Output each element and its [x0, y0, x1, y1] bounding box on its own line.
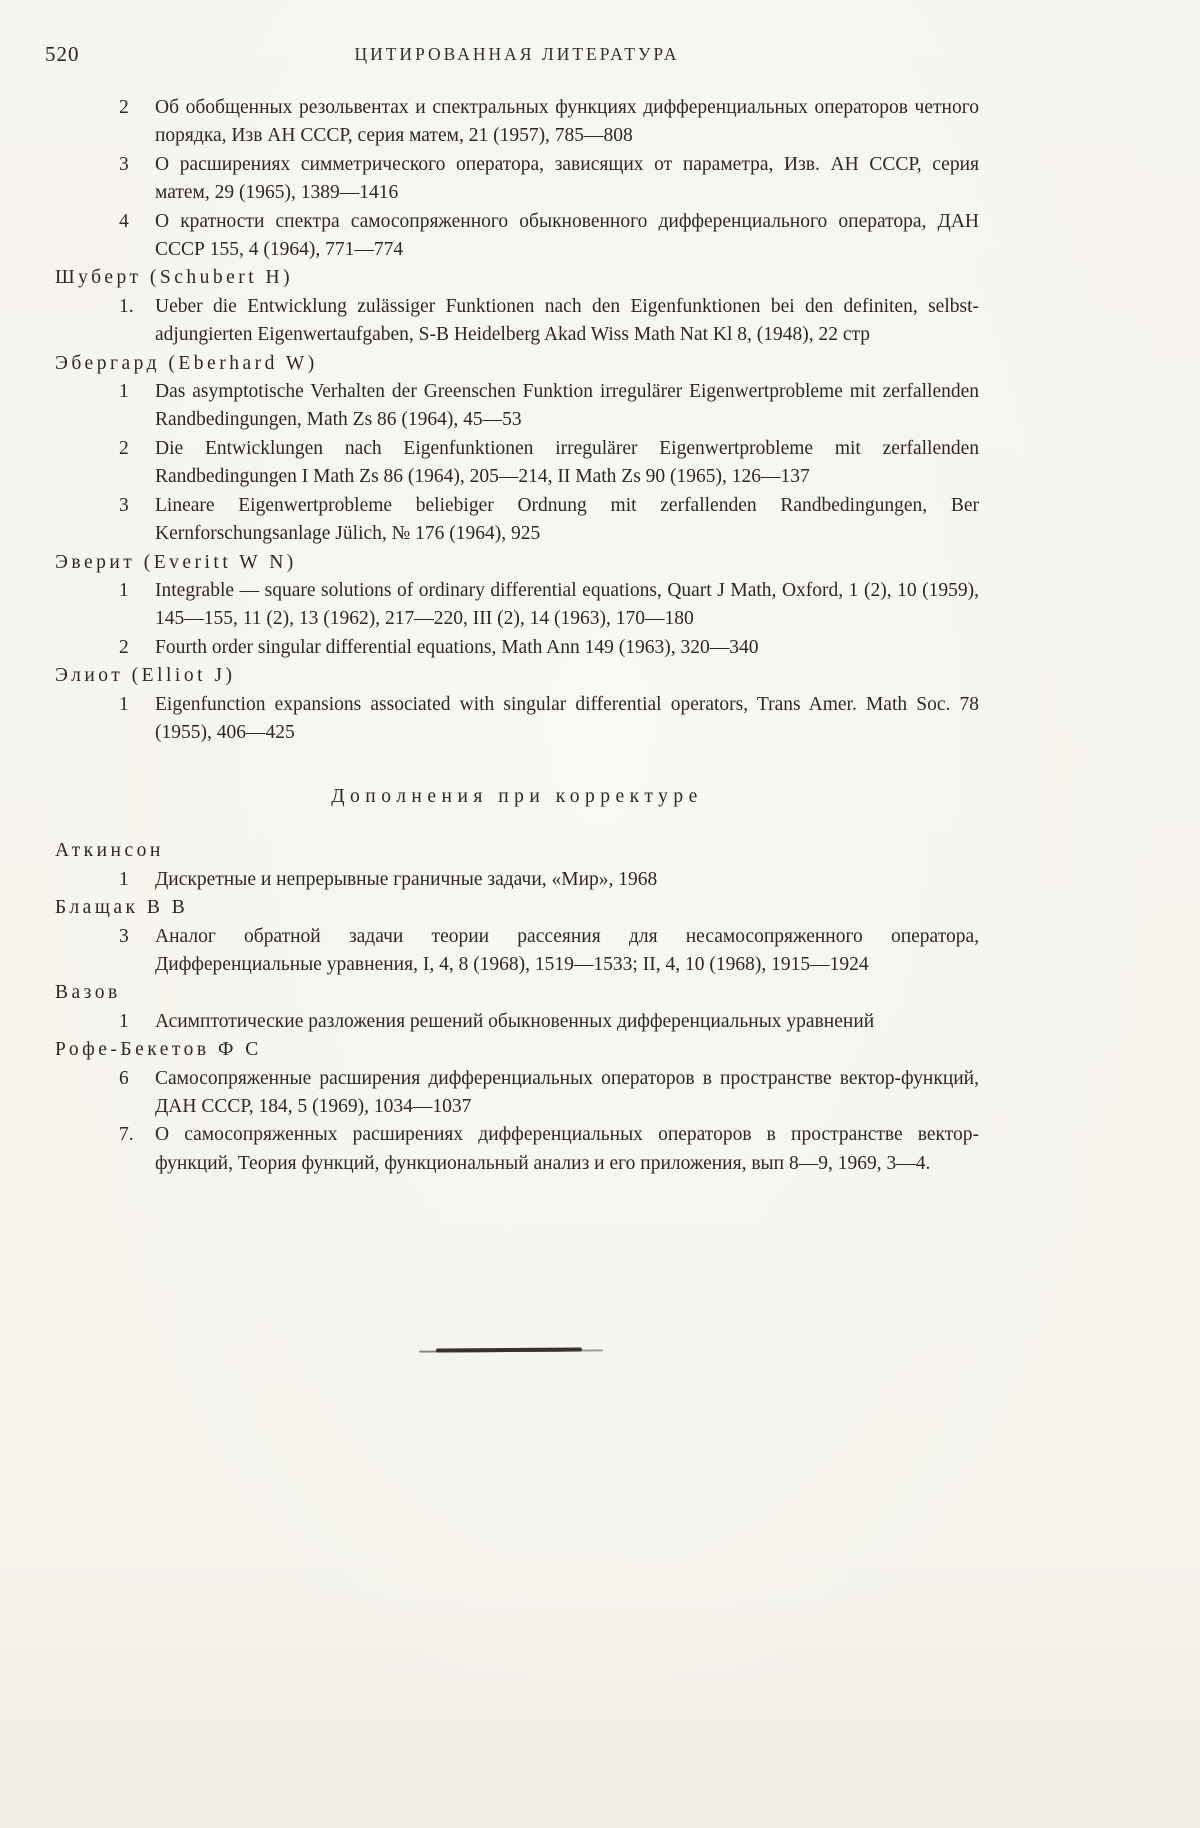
entry-text: Fourth order singular differential equations, Math Ann 149 (1963), 320—340	[155, 636, 759, 658]
author-heading: Шуберт (Schubert H)	[55, 267, 294, 289]
bib-entry	[55, 435, 979, 492]
bib-entry	[55, 634, 979, 662]
bib-entry	[55, 94, 979, 151]
section-heading: Дополнения при корректуре	[331, 786, 703, 808]
entry-number: 1	[119, 1010, 129, 1032]
author-heading: Блащак В В	[55, 897, 189, 919]
entry-text: О кратности спектра самосопряженного обыкновенного дифференциального оператора, ДАН СССР 155, 4 (1964), 771—774	[155, 210, 979, 261]
bib-entry	[55, 151, 979, 208]
author-heading: Рофе-Бекетов Ф С	[55, 1039, 262, 1061]
entry-text: Ueber die Entwicklung zulässiger Funktionen nach den Eigenfunktionen bei den definiten, selbst-adjungierten Eigenwertaufgaben, S-B Heidelberg Akad Wiss Math Nat Kl 8, (1948), 22 стр	[155, 295, 979, 346]
bib-entry	[55, 1008, 979, 1036]
entry-number: 1	[119, 579, 129, 601]
bib-entry	[55, 1065, 979, 1122]
entry-text: Eigenfunction expansions associated with singular differential operators, Trans Amer. Math Soc. 78 (1955), 406—425	[155, 693, 979, 743]
entry-number: 1.	[119, 295, 134, 317]
entry-number: 2	[119, 437, 129, 459]
entry-text: О самосопряженных расширениях дифференциальных операторов в пространстве вектор-функций, Теория функций, функциональный анализ и его приложения, вып 8—9, 1969, 3—4.	[155, 1124, 979, 1174]
bib-entry	[55, 923, 979, 980]
bib-entry	[55, 691, 979, 748]
bib-entry	[55, 1121, 979, 1178]
bib-entry	[55, 577, 979, 634]
entry-text: О расширениях симметрического оператора, зависящих от параметра, Изв. АН СССР, серия матем, 29 (1965), 1389—1416	[155, 153, 979, 204]
entry-text: Об обобщенных резольвентах и спектральных функциях дифференциальных операторов четного порядка, Изв АН СССР, серия матем, 21 (1957), 785—808	[155, 97, 979, 147]
entry-text: Die Entwicklungen nach Eigenfunktionen irregulärer Eigenwertprobleme mit zerfallenden Randbedingungen I Math Zs 86 (1964), 205—214, II Math Zs 90 (1965), 126—137	[155, 437, 979, 488]
author-heading: Аткинсон	[55, 840, 164, 862]
entry-text: Integrable — square solutions of ordinary differential equations, Quart J Math, Oxford, 1 (2), 10 (1959), 145—155, 11 (2), 13 (1962), 217—220, III (2), 14 (1963), 170—180	[155, 579, 979, 630]
bib-entry	[55, 866, 979, 894]
entry-number: 3	[119, 153, 129, 175]
entry-text: Дискретные и непрерывные граничные задачи, «Мир», 1968	[155, 868, 658, 890]
entry-number: 1	[119, 381, 129, 403]
author-heading: Вазов	[55, 982, 121, 1004]
page-header	[45, 40, 979, 72]
entry-number: 3	[119, 494, 129, 516]
entry-number: 4	[119, 210, 129, 232]
author-heading: Эбергард (Eberhard W)	[55, 352, 318, 374]
entry-text: Lineare Eigenwertprobleme beliebiger Ordnung mit zerfallenden Randbedingungen, Ber Kernforschungsanlage Jülich, № 176 (1964), 925	[155, 494, 979, 545]
entry-text: Самосопряженные расширения дифференциальных операторов в пространстве вектор-функций, ДАН СССР, 184, 5 (1969), 1034—1037	[155, 1067, 979, 1117]
entry-number: 6	[119, 1067, 129, 1089]
text-block	[45, 40, 979, 1178]
entry-number: 2	[119, 636, 129, 658]
bib-entry	[55, 208, 979, 265]
entry-number: 2	[119, 97, 129, 118]
bib-entry	[55, 378, 979, 435]
end-of-chapter-divider	[436, 1347, 582, 1352]
bib-entry	[55, 293, 979, 350]
page-number: 520	[45, 42, 80, 66]
author-heading: Элиот (Elliot J)	[55, 665, 236, 687]
entry-text: Das asymptotische Verhalten der Greenschen Funktion irregulärer Eigenwertprobleme mit zerfallenden Randbedingungen, Math Zs 86 (1964), 45—53	[155, 381, 979, 431]
entry-number: 1	[119, 868, 129, 890]
entry-number: 7.	[119, 1124, 134, 1146]
entry-text: Асимптотические разложения решений обыкновенных дифференциальных уравнений	[155, 1010, 875, 1032]
bib-entry	[55, 492, 979, 549]
entry-number: 3	[119, 925, 129, 947]
author-heading: Эверит (Everitt W N)	[55, 551, 297, 573]
entry-text: Аналог обратной задачи теории рассеяния для несамосопряженного оператора, Дифференциальные уравнения, I, 4, 8 (1968), 1519—1533; II, 4, 10 (1968), 1915—1924	[155, 925, 979, 975]
running-title: ЦИТИРОВАННАЯ ЛИТЕРАТУРА	[354, 44, 680, 64]
entry-number: 1	[119, 693, 129, 715]
